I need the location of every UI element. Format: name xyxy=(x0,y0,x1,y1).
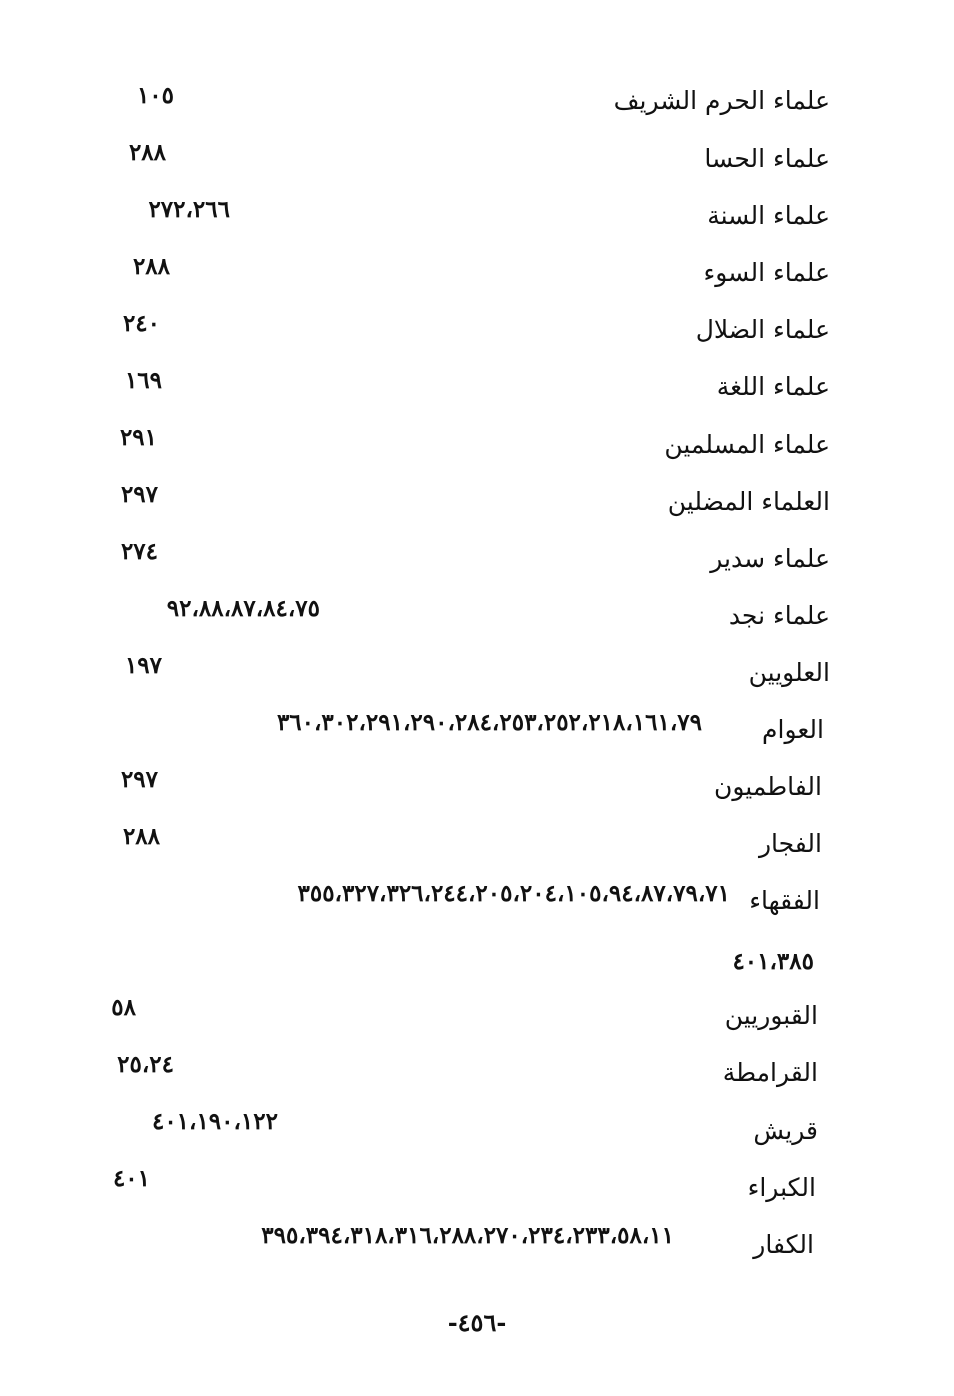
page-number: -٤٥٦- xyxy=(447,1308,507,1337)
index-page-refs-continuation: ٤٠١،٣٨٥ xyxy=(732,948,814,975)
index-term: علماء الضلال xyxy=(695,315,830,344)
index-page-refs: ٣٦٠،٣٠٢،٢٩١،٢٩٠،٢٨٤،٢٥٣،٢٥٢،٢١٨،١٦١،٧٩ xyxy=(276,709,702,736)
index-page-refs: ٢٨٨ xyxy=(128,139,166,166)
index-page-refs: ٥٨ xyxy=(111,994,136,1021)
index-term: علماء السنة xyxy=(707,201,830,230)
index-term: علماء الحرم الشريف xyxy=(613,86,830,115)
index-page-refs: ٢٩٧ xyxy=(120,766,158,793)
index-page-refs: ٢٤٠ xyxy=(122,310,160,337)
index-term: علماء المسلمين xyxy=(664,430,830,459)
index-page-refs: ٢٥،٢٤ xyxy=(117,1051,174,1078)
index-term: الفقهاء xyxy=(749,886,820,915)
index-term: علماء سدير xyxy=(710,544,830,573)
index-page-refs: ٢٩٧ xyxy=(120,481,158,508)
index-term: علماء نجد xyxy=(728,601,830,630)
index-page-refs: ١٠٥ xyxy=(136,82,174,109)
index-term: الفجار xyxy=(758,829,822,858)
index-page-refs: ١٦٩ xyxy=(124,367,162,394)
index-term: علماء الحسا xyxy=(704,144,830,173)
index-page-refs: ٣٥٥،٣٢٧،٣٢٦،٢٤٤،٢٠٥،٢٠٤،١٠٥،٩٤،٨٧،٧٩،٧١ xyxy=(297,880,730,907)
index-page-refs: ٤٠١،١٩٠،١٢٢ xyxy=(151,1108,278,1135)
index-page-refs: ٢٨٨ xyxy=(122,823,160,850)
index-term: القبوريين xyxy=(724,1001,818,1030)
index-page-refs: ٢٩١ xyxy=(119,424,157,451)
index-page-refs: ٢٧٢،٢٦٦ xyxy=(148,196,230,223)
index-term: الفاطميون xyxy=(714,772,822,801)
index-term: العلماء المضلين xyxy=(667,487,830,516)
index-page-refs: ٢٧٤ xyxy=(120,538,158,565)
index-term: قريش xyxy=(753,1116,818,1145)
index-term: الكبراء xyxy=(747,1173,816,1202)
index-page-refs: ١٩٧ xyxy=(124,652,162,679)
index-page-refs: ٢٨٨ xyxy=(132,253,170,280)
index-term: علماء السوء xyxy=(703,258,830,287)
index-term: الكفار xyxy=(753,1230,814,1259)
index-term: العلويين xyxy=(748,658,830,687)
index-page-refs: ٣٩٥،٣٩٤،٣١٨،٣١٦،٢٨٨،٢٧٠،٢٣٤،٢٣٣،٥٨،١١ xyxy=(261,1222,674,1249)
index-term: علماء اللغة xyxy=(716,372,830,401)
index-term: القرامطة xyxy=(722,1058,818,1087)
index-page-refs: ٤٠١ xyxy=(112,1165,150,1192)
index-page-refs: ٩٢،٨٨،٨٧،٨٤،٧٥ xyxy=(166,595,320,622)
index-term: العوام xyxy=(762,715,824,744)
